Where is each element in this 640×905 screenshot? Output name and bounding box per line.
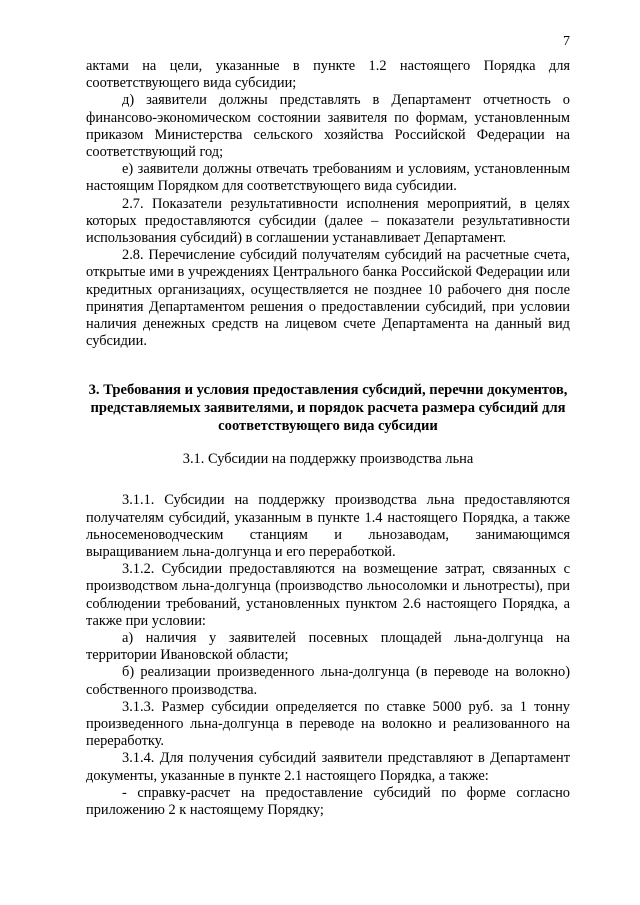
paragraph: - справку-расчет на предоставление субсидий по форме согласно приложению 2 к настоящему Порядку; <box>86 784 570 819</box>
paragraph: 2.8. Перечисление субсидий получателям субсидий на расчетные счета, открытые ими в учреждениях Центрального банка Российской Федерации или кредитных организациях, осуществляется не позднее 10 рабочего дня после принятия Департаментом решения о предоставлении субсидий, при условии наличия денежных средств на лицевом счете Департамента на данный вид субсидии. <box>86 247 570 350</box>
page-number: 7 <box>563 34 570 49</box>
paragraph: 3.1.4. Для получения субсидий заявители представляют в Департамент документы, указанные в пункте 2.1 настоящего Порядка, а также: <box>86 750 570 784</box>
paragraph: актами на цели, указанные в пункте 1.2 настоящего Порядка для соответствующего вида субсидии; <box>86 58 570 92</box>
subsection-heading: 3.1. Субсидии на поддержку производства льна <box>182 451 474 468</box>
paragraph: а) наличия у заявителей посевных площадей льна-долгунца на территории Ивановской области; <box>86 630 570 664</box>
paragraphs-bottom <box>86 492 570 819</box>
paragraph: 3.1.3. Размер субсидии определяется по ставке 5000 руб. за 1 тонну произведенного льна-долгунца в переводе на волокно и реализованного на переработку. <box>86 698 570 750</box>
paragraphs-top <box>86 58 570 350</box>
paragraph: е) заявители должны отвечать требованиям и условиям, установленным настоящим Порядком для соответствующего вида субсидии. <box>86 161 570 195</box>
paragraph: 3.1.2. Субсидии предоставляются на возмещение затрат, связанных с производством льна-долгунца (производство льносоломки и льнотресты), при соблюдении требований, установленных пунктом 2.6 настоящего Порядка, а также при условии: <box>86 561 570 629</box>
paragraph: 2.7. Показатели результативности исполнения мероприятий, в целях которых предоставляются субсидии (далее – показатели результативности использования субсидий) в соглашении устанавливает Департамент. <box>86 195 570 247</box>
section-heading: 3. Требования и условия предоставления субсидий, перечни документов, представляемых заявителями, и порядок расчета размера субсидий для соответствующего вида субсидии <box>88 382 568 434</box>
paragraph: 3.1.1. Субсидии на поддержку производства льна предоставляются получателям субсидий, указанным в пункте 1.4 настоящего Порядка, а также льносеменоводческим станциям и льнозаводам, занимающимся выращиванием льна-долгунца и его переработкой. <box>86 492 570 561</box>
paragraph: б) реализации произведенного льна-долгунца (в переводе на волокно) собственного производства. <box>86 664 570 698</box>
paragraph: д) заявители должны представлять в Департамент отчетность о финансово-экономическом состоянии заявителя по формам, установленным приказом Министерства сельского хозяйства Российской Федерации на соответствующий год; <box>86 92 570 161</box>
